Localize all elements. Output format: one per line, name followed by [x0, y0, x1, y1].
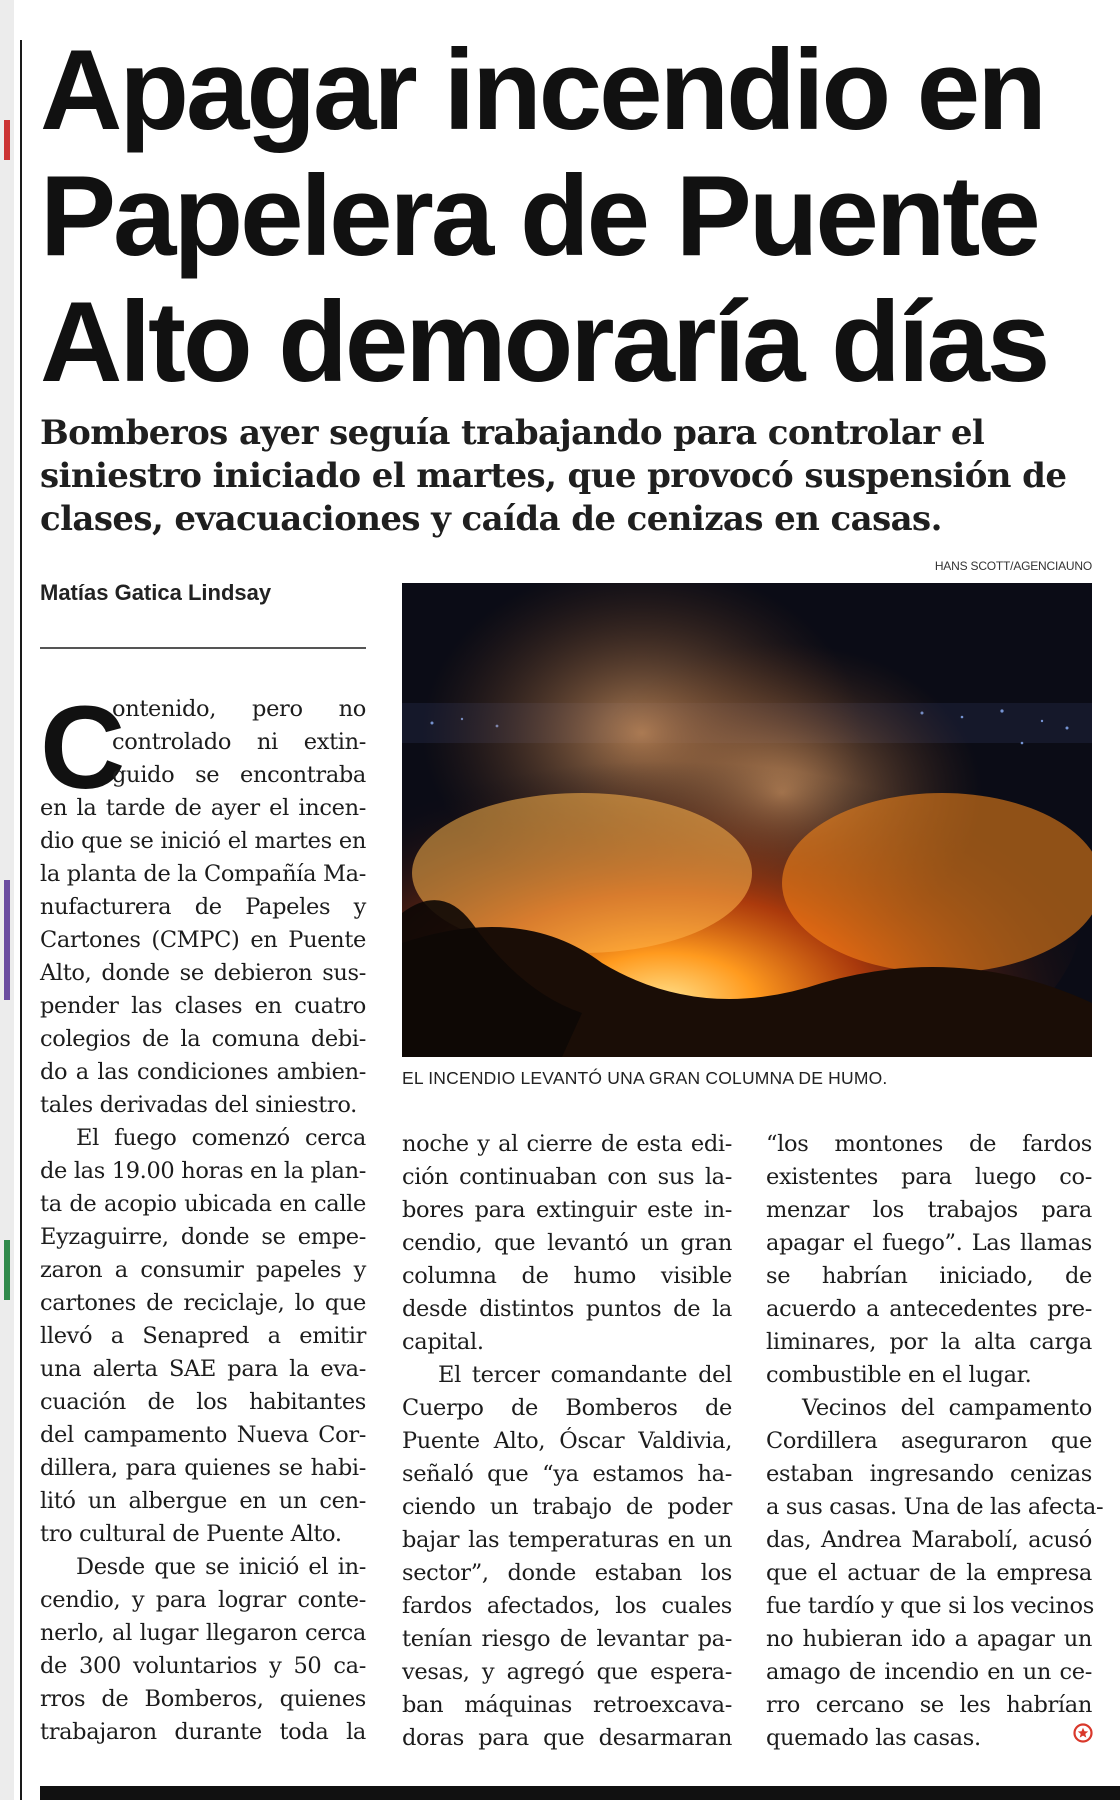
text-line: do a las condiciones ambien-: [40, 1059, 366, 1085]
edge-mark-purple: [4, 880, 10, 1000]
text-line: Cuerpo de Bomberos de: [402, 1395, 732, 1421]
text-line: nerlo, al lugar llegaron cerca: [40, 1620, 366, 1646]
text-line: quemado las casas.: [766, 1725, 981, 1751]
text-line: bores para extinguir este in-: [402, 1197, 732, 1223]
text-line: zaron a consumir papeles y: [40, 1257, 366, 1283]
text-line: vesas, y agregó que espera-: [402, 1659, 732, 1685]
text-line: la planta de la Compañía Ma-: [40, 861, 366, 887]
text-line: desde distintos puntos de la: [402, 1296, 732, 1322]
column-3: [766, 1128, 1104, 1755]
text-line: cartones de reciclaje, lo que: [40, 1290, 366, 1316]
text-line: das, Andrea Marabolí, acusó: [766, 1527, 1092, 1553]
text-line: tro cultural de Puente Alto.: [40, 1521, 342, 1547]
text-line: nufacturera de Papeles y: [40, 894, 366, 920]
text-line: a sus casas. Una de las afecta-: [766, 1494, 1104, 1520]
deck-line: Bomberos ayer seguía trabajando para controlar el: [40, 413, 985, 453]
text-line: de las 19.00 horas en la plan-: [40, 1158, 366, 1184]
text-line: tales derivadas del siniestro.: [40, 1092, 357, 1118]
text-line: cendio, que levantó un gran: [402, 1230, 732, 1256]
text-line: ta de acopio ubicada en calle: [40, 1191, 366, 1217]
text-line: señaló que “ya estamos ha-: [402, 1461, 732, 1487]
text-line: Cartones (CMPC) en Puente: [40, 927, 366, 953]
deck-line: siniestro iniciado el martes, que provocó suspensión de: [40, 456, 1067, 496]
fire-photo: [402, 583, 1092, 1057]
text-line: pender las clases en cuatro: [40, 993, 366, 1019]
text-line: existentes para luego co-: [766, 1164, 1092, 1190]
headline-line: Alto demoraría días: [40, 279, 1048, 406]
deck-line: clases, evacuaciones y caída de cenizas en casas.: [40, 499, 942, 539]
text-line: del campamento Nueva Cor-: [40, 1422, 366, 1448]
text-line: ción continuaban con sus la-: [402, 1164, 732, 1190]
text-line: de 300 voluntarios y 50 ca-: [40, 1653, 366, 1679]
text-line: se habrían iniciado, de: [766, 1263, 1092, 1289]
text-line: menzar los trabajos para: [766, 1197, 1092, 1223]
photo-caption: EL INCENDIO LEVANTÓ UNA GRAN COLUMNA DE HUMO.: [402, 1068, 888, 1088]
edge-mark-green: [4, 1240, 10, 1300]
page-left-edge: [0, 0, 14, 1800]
text-line: una alerta SAE para la eva-: [40, 1356, 366, 1382]
text-line: El tercer comandante del: [438, 1362, 732, 1388]
byline-divider: [40, 647, 366, 649]
text-line: doras para que desarmaran: [402, 1725, 732, 1751]
headline-line: Apagar incendio en: [40, 27, 1044, 154]
text-line: dio que se inició el martes en: [40, 828, 366, 854]
column-1: [40, 792, 366, 1749]
text-line: tenían riesgo de levantar pa-: [402, 1626, 732, 1652]
text-line: litó un albergue en un cen-: [40, 1488, 366, 1514]
text-line: El fuego comenzó cerca: [76, 1125, 366, 1151]
text-line: que el actuar de la empresa: [766, 1560, 1092, 1586]
text-line: controlado ni extin-: [112, 729, 366, 755]
drop-cap: C: [40, 682, 126, 814]
text-line: ontenido, pero no: [112, 696, 366, 722]
text-line: acuerdo a antecedentes pre-: [766, 1296, 1092, 1322]
text-line: noche y al cierre de esta edi-: [402, 1131, 732, 1157]
star-circle-icon: [1073, 1723, 1093, 1743]
text-line: fardos afectados, los cuales: [402, 1593, 732, 1619]
text-line: Puente Alto, Óscar Valdivia,: [402, 1428, 732, 1454]
text-line: columna de humo visible: [402, 1263, 732, 1289]
text-line: rro cercano se les habrían: [766, 1692, 1092, 1718]
fire-illustration: [402, 583, 1092, 1057]
text-line: no hubieran ido a apagar un: [766, 1626, 1092, 1652]
text-line: Cordillera aseguraron que: [766, 1428, 1092, 1454]
text-line: ciendo un trabajo de poder: [402, 1494, 732, 1520]
text-line: guido se encontraba: [112, 762, 366, 788]
byline: Matías Gatica Lindsay: [40, 580, 272, 605]
edge-mark-red: [4, 120, 10, 160]
deck: [40, 412, 1070, 541]
text-line: Vecinos del campamento: [802, 1395, 1092, 1421]
text-line: rros de Bomberos, quienes: [40, 1686, 366, 1712]
text-line: Desde que se inició el in-: [76, 1554, 366, 1580]
text-line: llevó a Senapred a emitir: [40, 1323, 366, 1349]
text-line: dillera, para quienes se habi-: [40, 1455, 366, 1481]
text-line: amago de incendio en un ce-: [766, 1659, 1092, 1685]
column-2: [402, 1128, 732, 1755]
text-line: en la tarde de ayer el incen-: [40, 795, 366, 821]
column-1-top: [112, 693, 366, 792]
text-line: trabajaron durante toda la: [40, 1719, 366, 1745]
column-rule: [20, 40, 22, 1800]
text-line: capital.: [402, 1329, 484, 1355]
text-line: ban máquinas retroexcava-: [402, 1692, 732, 1718]
text-line: Eyzaguirre, donde se empe-: [40, 1224, 366, 1250]
text-line: combustible en el lugar.: [766, 1362, 1032, 1388]
bottom-rule: [40, 1786, 1120, 1800]
text-line: liminares, por la alta carga: [766, 1329, 1092, 1355]
text-line: Alto, donde se debieron sus-: [40, 960, 366, 986]
text-line: sector”, donde estaban los: [402, 1560, 732, 1586]
headline: [40, 28, 1110, 406]
text-line: “los montones de fardos: [766, 1131, 1092, 1157]
text-line: colegios de la comuna debi-: [40, 1026, 366, 1052]
text-line: apagar el fuego”. Las llamas: [766, 1230, 1092, 1256]
text-line: cuación de los habitantes: [40, 1389, 366, 1415]
photo-credit: HANS SCOTT/AGENCIAUNO: [934, 559, 1092, 573]
text-line: bajar las temperaturas en un: [402, 1527, 732, 1553]
text-line: cendio, y para lograr conte-: [40, 1587, 366, 1613]
headline-line: Papelera de Puente: [40, 153, 1038, 280]
text-line: fue tardío y que si los vecinos: [766, 1593, 1094, 1619]
text-line: estaban ingresando cenizas: [766, 1461, 1092, 1487]
